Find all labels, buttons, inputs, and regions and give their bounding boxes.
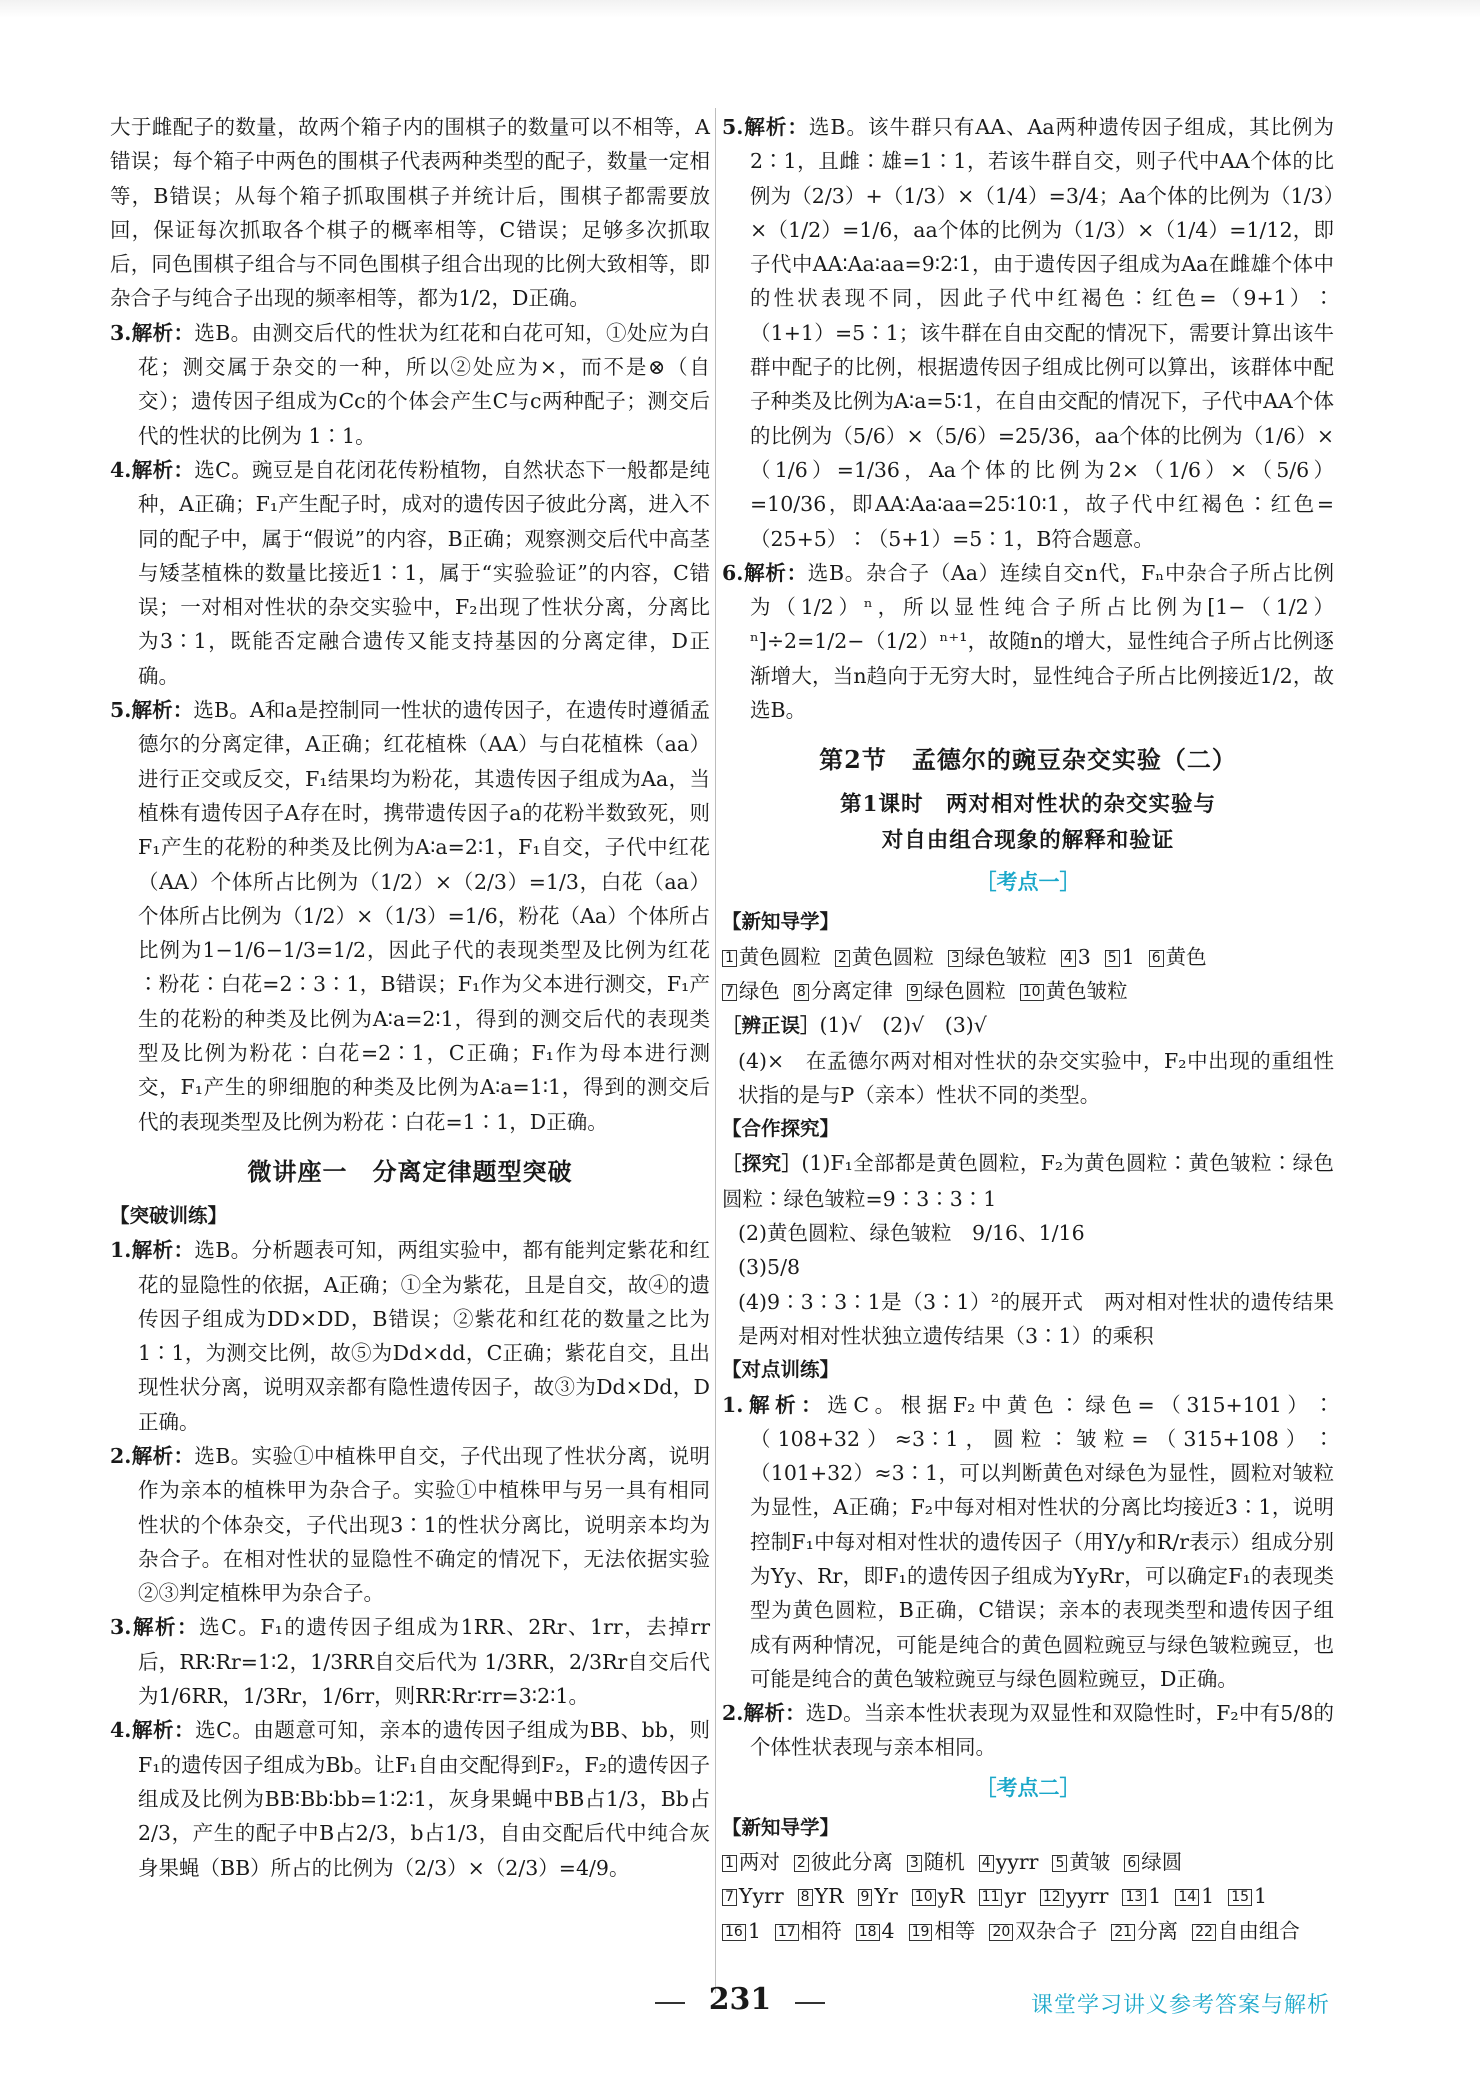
blank-text: yR xyxy=(937,1884,965,1909)
blank-answer xyxy=(1040,1884,1109,1908)
answer-number: 1. xyxy=(722,1392,744,1417)
answer-head: 解析： xyxy=(131,1443,195,1468)
tanjiu-line xyxy=(722,1285,1334,1354)
tanjiu-text: (4)9∶3∶3∶1是（3∶1）²的展开式 两对相对性状的遗传结果是两对相对性状独立遗传结果（3∶1）的乘积 xyxy=(738,1289,1334,1348)
answer-text: 选B。杂合子（Aa）连续自交n代，Fₙ中杂合子所占比例为（1/2）ⁿ，所以显性纯合子所占比例为[1−（1/2）ⁿ]÷2=1/2−（1/2）ⁿ⁺¹，故随n的增大，显性纯合子所占比例逐渐增大，当n趋向于无穷大时，显性纯合子所占比例接近1/2，故选B。 xyxy=(750,560,1334,723)
blank-number: 12 xyxy=(1040,1889,1064,1906)
blank-number: 5 xyxy=(1105,950,1120,967)
tanjiu-line xyxy=(722,1250,1334,1284)
blank-answer xyxy=(835,945,934,969)
blank-text: 自由组合 xyxy=(1217,1918,1300,1943)
footer-title: 课堂学习讲义参考答案与解析 xyxy=(1030,1993,1330,2018)
blank-number: 7 xyxy=(722,1889,737,1906)
blank-number: 19 xyxy=(909,1924,933,1941)
left-answers xyxy=(110,110,710,1139)
right-column xyxy=(722,110,1334,1948)
blank-text: 绿色圆粒 xyxy=(923,978,1006,1003)
blank-answer xyxy=(794,979,893,1003)
blank-text: 彼此分离 xyxy=(810,1850,893,1875)
blank-number: 20 xyxy=(989,1924,1013,1941)
blank-number: 3 xyxy=(948,950,963,967)
blank-text: 相符 xyxy=(800,1918,842,1943)
blank-text: 分离定律 xyxy=(810,978,893,1003)
blank-number: 6 xyxy=(1124,1855,1139,1872)
answer-text: 选D。当亲本性状表现为双显性和双隐性时，F₂中有5/8的个体性状表现与亲本相同。 xyxy=(750,1701,1334,1760)
blank-text: 1 xyxy=(1148,1884,1162,1909)
blank-answer xyxy=(1105,945,1135,969)
section-title: 第2节 孟德尔的豌豆杂交实验（二） xyxy=(819,745,1237,775)
blank-answer xyxy=(948,945,1047,969)
blank-text: 黄色 xyxy=(1165,944,1207,969)
blank-answer xyxy=(722,1884,784,1908)
tanjiu-block xyxy=(722,1146,1334,1353)
page-top-shade xyxy=(0,0,1480,18)
blank-number: 2 xyxy=(835,950,850,967)
answer-number: 4. xyxy=(110,457,132,482)
blank-number: 3 xyxy=(907,1855,922,1872)
answer-text: 选B。由测交后代的性状为红花和白花可知，①处应为白花；测交属于杂交的一种，所以②处应为×，而不是⊗（自交）；遗传因子组成为Cc的个体会产生C与c两种配子；测交后代的性状的比例为 1∶1。 xyxy=(138,320,710,448)
blank-text: Yr xyxy=(874,1884,898,1909)
answer-text: 选B。实验①中植株甲自交，子代出现了性状分离，说明作为亲本的植株甲为杂合子。实验①中植株甲与另一具有相同性状的个体杂交，子代出现3∶1的性状分离比，说明亲本均为杂合子。在相对性状的显隐性不确定的情况下，无法依据实验②③判定植株甲为杂合子。 xyxy=(138,1443,710,1606)
blank-text: yr xyxy=(1004,1884,1026,1909)
answer-text: 选B。该牛群只有AA、Aa两种遗传因子组成，其比例为2∶1，且雌∶雄=1∶1，若该牛群自交，则子代中AA个体的比例为（2/3）+（1/3）×（1/4）=3/4；Aa个体的比例为（1/3）×（1/2）=1/6，aa个体的比例为（1/3）×（1/4）=1/12，即子代中AA∶Aa∶aa=9∶2∶1，由于遗传因子组成为Aa在雌雄个体中的性状表现不同，因此子代中红褐色∶红色=（9+1）∶（1+1）=5∶1；该牛群在自由交配的情况下，需要计算出该牛群中配子的比例，根据遗传因子组成比例可以算出，该群体中配子种类及比例为A∶a=5∶1，在自由交配的情况下，子代中AA个体的比例为（5/6）×（5/6）=25/36，aa个体的比例为（1/6）×（1/6）=1/36，Aa个体的比例为2×（1/6）×（5/6）=10/36，即AA∶Aa∶aa=25∶10∶1，故子代中红褐色∶红色=（25+5）∶（5+1）=5∶1，B符合题意。 xyxy=(750,115,1334,551)
blank-text: 1 xyxy=(747,1918,761,1943)
blank-number: 8 xyxy=(794,984,809,1001)
page-number: 231 xyxy=(708,1982,772,2017)
blank-answer xyxy=(722,945,821,969)
blank-number: 4 xyxy=(979,1855,994,1872)
blank-answer xyxy=(1020,979,1128,1003)
answer-head: 解析： xyxy=(131,457,195,482)
column-divider xyxy=(715,108,716,1993)
tupo-tag: 【突破训练】 xyxy=(110,1203,228,1227)
blank-text: 双杂合子 xyxy=(1015,1918,1098,1943)
xinzhi-tag: 【新知导学】 xyxy=(722,910,840,934)
blank-answer xyxy=(858,1884,898,1908)
blank-number: 11 xyxy=(979,1889,1003,1906)
blank-answer xyxy=(979,1850,1039,1874)
blank-answer xyxy=(856,1919,895,1943)
answer-number: 2. xyxy=(110,1443,132,1468)
blank-answer xyxy=(798,1884,844,1908)
answer-text: 选C。由题意可知，亲本的遗传因子组成为BB、bb，则F₁的遗传因子组成为Bb。让F₁自由交配得到F₂，F₂的遗传因子组成及比例为BB∶Bb∶bb=1∶2∶1，灰身果蝇中BB占1/3，Bb占2/3，产生的配子中B占2/3，b占1/3，自由交配后代中纯合灰身果蝇（BB）所占的比例为（2/3）×（2/3）=4/9。 xyxy=(138,1718,710,1880)
blank-answer xyxy=(907,1850,965,1874)
blank-answer xyxy=(1192,1919,1300,1943)
blank-answer xyxy=(794,1850,893,1874)
xinzhi1-line2 xyxy=(722,974,1334,1008)
answer-head: 解析： xyxy=(131,1718,196,1743)
answer-number: 4. xyxy=(110,1718,132,1743)
blank-answer xyxy=(979,1884,1026,1908)
blank-number: 22 xyxy=(1192,1924,1216,1941)
tanjiu-text: (2)黄色圆粒、绿色皱粒 9/16、1/16 xyxy=(738,1221,1085,1246)
answer-item xyxy=(110,110,710,316)
blank-answer xyxy=(1122,1884,1161,1908)
answer-number: 3. xyxy=(110,1615,132,1640)
blank-answer xyxy=(722,1850,780,1874)
right-answers-2 xyxy=(722,1388,1334,1765)
answer-number: 1. xyxy=(110,1238,132,1263)
blank-text: 1 xyxy=(1254,1884,1268,1909)
answer-number: 3. xyxy=(110,320,132,345)
lecture-title: 微讲座一 分离定律题型突破 xyxy=(247,1156,573,1186)
blank-answer xyxy=(912,1884,965,1908)
blank-answer xyxy=(1124,1850,1182,1874)
blank-text: 绿色 xyxy=(738,978,780,1003)
blank-text: 4 xyxy=(881,1918,895,1943)
answer-head: 解析： xyxy=(743,115,809,139)
tanjiu-tag: ［探究］ xyxy=(722,1152,802,1176)
blank-number: 2 xyxy=(794,1855,809,1872)
blank-text: 黄色圆粒 xyxy=(851,944,934,969)
blank-answer xyxy=(907,979,1006,1003)
blank-number: 7 xyxy=(722,984,737,1001)
blank-text: 黄色圆粒 xyxy=(738,944,821,969)
answer-number: 5. xyxy=(722,115,744,139)
tanjiu-line xyxy=(722,1216,1334,1250)
answer-text: 选B。A和a是控制同一性状的遗传因子，在遗传时遵循孟德尔的分离定律，A正确；红花植株（AA）与白花植株（aa）进行正交或反交，F₁结果均为粉花，其遗传因子组成为Aa，当植株有遗传因子A存在时，携带遗传因子a的花粉半数致死，则F₁产生的花粉的种类及比例为A∶a=2∶1，F₁自交，子代中红花（AA）个体所占比例为（1/2）×（2/3）=1/3，白花（aa）个体所占比例为（1/2）×（1/3）=1/6，粉花（Aa）个体所占比例为1−1/6−1/3=1/2，因此子代的表现类型及比例为红花∶粉花∶白花=2∶3∶1，B错误；F₁作为父本进行测交，F₁产生的花粉的种类及比例为A∶a=2∶1，得到的测交后代的表现类型及比例为粉花∶白花=2∶1，C正确；F₁作为母本进行测交，F₁产生的卵细胞的种类及比例为A∶a=1∶1，得到的测交后代的表现类型及比例为粉花∶白花=1∶1，D正确。 xyxy=(138,698,710,1134)
answer-item xyxy=(110,693,710,1139)
answer-item xyxy=(110,316,710,453)
blank-number: 4 xyxy=(1061,950,1076,967)
blank-text: 1 xyxy=(1121,944,1135,969)
answer-text: 选B。分析题表可知，两组实验中，都有能判定紫花和红花的显隐性的依据，A正确；①全为紫花，且是自交，故④的遗传因子组成为DD×DD，B错误；②紫花和红花的数量之比为1∶1，为测交比例，故⑤为Dd×dd，C正确；紫花自交，且出现性状分离，说明双亲都有隐性遗传因子，故③为Dd×Dd，D正确。 xyxy=(138,1238,710,1434)
tanjiu-line xyxy=(722,1146,1334,1216)
answer-number: 6. xyxy=(722,560,744,585)
xinzhi2-line3 xyxy=(722,1914,1334,1948)
duidian-tag: 【对点训练】 xyxy=(722,1358,840,1382)
blank-number: 1 xyxy=(722,950,737,967)
lesson-title-1: 第1课时 两对相对性状的杂交实验与 xyxy=(840,792,1216,818)
answer-text: 选C。根据F₂中黄色∶绿色=（315+101）∶（108+32）≈3∶1，圆粒∶皱粒=（315+108）∶（101+32）≈3∶1，可以判断黄色对绿色为显性，圆粒对皱粒为显性，A正确；F₂中每对相对性状的分离比均接近3∶1，说明控制F₁中每对相对性状的遗传因子（用Y/y和R/r表示）组成分别为Yy、Rr，即F₁的遗传因子组成为YyRr，可以确定F₁的表现类型为黄色圆粒，B正确，C错误；亲本的表现类型和遗传因子组成有两种情况，可能是纯合的黄色圆粒豌豆与绿色皱粒豌豆，也可能是纯合的黄色皱粒豌豆与绿色圆粒豌豆，D正确。 xyxy=(750,1392,1334,1691)
right-answers xyxy=(722,110,1334,727)
blank-number: 1 xyxy=(722,1855,737,1872)
xinzhi1-line1 xyxy=(722,940,1334,974)
answer-number: 2. xyxy=(722,1701,744,1726)
answer-item xyxy=(722,110,1334,556)
blank-text: 两对 xyxy=(738,1850,780,1875)
blank-answer xyxy=(909,1919,976,1943)
xinzhi2-line1 xyxy=(722,1845,1334,1879)
answer-text: 大于雌配子的数量，故两个箱子内的围棋子的数量可以不相等，A错误；每个箱子中两色的围棋子代表两种类型的配子，数量一定相等，B错误；从每个箱子抓取围棋子并统计后，围棋子都需要放回，保证每次抓取各个棋子的概率相等，C错误；足够多次抓取后，同色围棋子组合与不同色围棋子组合出现的比例大致相等，即杂合子与纯合子出现的频率相等，都为1/2，D正确。 xyxy=(110,115,710,311)
blank-answer xyxy=(1228,1884,1267,1908)
blank-text: 黄色皱粒 xyxy=(1045,978,1128,1003)
blank-number: 9 xyxy=(907,984,922,1001)
blank-number: 8 xyxy=(798,1889,813,1906)
blank-text: 随机 xyxy=(923,1850,965,1875)
blank-number: 18 xyxy=(856,1924,880,1941)
answer-number: 5. xyxy=(110,698,132,723)
left-answers-2 xyxy=(110,1233,710,1885)
footer-dash-right xyxy=(795,2002,825,2004)
answer-item xyxy=(110,1610,710,1713)
blank-number: 15 xyxy=(1228,1889,1252,1906)
blank-answer xyxy=(1111,1919,1178,1943)
blank-answer xyxy=(989,1919,1097,1943)
blank-text: yyrr xyxy=(1065,1884,1109,1909)
answer-item xyxy=(110,453,710,693)
blank-text: 绿圆 xyxy=(1141,1850,1183,1875)
blank-answer xyxy=(1149,945,1207,969)
answer-item xyxy=(722,1388,1334,1697)
blank-number: 9 xyxy=(858,1889,873,1906)
kaodian-two: ［考点二］ xyxy=(975,1774,1081,1800)
blank-number: 21 xyxy=(1111,1924,1135,1941)
blank-answer xyxy=(1175,1884,1214,1908)
blank-number: 13 xyxy=(1122,1889,1146,1906)
blank-text: 黄皱 xyxy=(1069,1850,1111,1875)
blank-answer xyxy=(722,1919,761,1943)
answer-item xyxy=(110,1233,710,1439)
blank-text: 3 xyxy=(1077,944,1091,969)
tanjiu-text: (1)F₁全部都是黄色圆粒，F₂为黄色圆粒∶黄色皱粒∶绿色圆粒∶绿色皱粒=9∶3∶3∶1 xyxy=(722,1151,1334,1211)
answer-item xyxy=(722,1696,1334,1765)
answer-head: 解析： xyxy=(131,698,194,723)
left-column xyxy=(110,110,710,1885)
blank-number: 10 xyxy=(1020,984,1044,1001)
bianzheng-line1: ［辨正误］(1)√ (2)√ (3)√ xyxy=(722,1013,987,1038)
answer-item xyxy=(722,556,1334,727)
blank-text: 相等 xyxy=(934,1918,976,1943)
xinzhi2-line2 xyxy=(722,1879,1334,1913)
answer-head: 解析： xyxy=(131,1615,200,1640)
blank-number: 17 xyxy=(775,1924,799,1941)
kaodian-one: ［考点一］ xyxy=(975,869,1081,895)
blank-answer xyxy=(1052,1850,1110,1874)
blank-number: 5 xyxy=(1052,1855,1067,1872)
answer-text: 选C。F₁的遗传因子组成为1RR、2Rr、1rr，去掉rr后，RR∶Rr=1∶2，1/3RR自交后代为 1/3RR，2/3Rr自交后代为1/6RR，1/3Rr，1/6rr，则RR∶Rr∶rr=3∶2∶1。 xyxy=(138,1615,710,1709)
blank-answer xyxy=(1061,945,1091,969)
lesson-title-2: 对自由组合现象的解释和验证 xyxy=(881,828,1175,854)
answer-head: 解析： xyxy=(131,1238,195,1263)
blank-number: 10 xyxy=(912,1889,936,1906)
blank-text: 分离 xyxy=(1137,1918,1179,1943)
bianzheng-line2: (4)× 在孟德尔两对相对性状的杂交实验中，F₂中出现的重组性状指的是与P（亲本）性状不同的类型。 xyxy=(738,1048,1334,1107)
answer-item xyxy=(110,1439,710,1610)
blank-text: Yyrr xyxy=(738,1884,784,1909)
blank-number: 6 xyxy=(1149,950,1164,967)
blank-text: yyrr xyxy=(995,1850,1039,1875)
answer-text: 选C。豌豆是自花闭花传粉植物，自然状态下一般都是纯种，A正确；F₁产生配子时，成对的遗传因子彼此分离，进入不同的配子中，属于“假说”的内容，B正确；观察测交后代中高茎与矮茎植株的数量比接近1∶1，属于“实验验证”的内容，C错误；一对相对性状的杂交实验中，F₂出现了性状分离，分离比为3∶1，既能否定融合遗传又能支持基因的分离定律，D正确。 xyxy=(138,457,710,688)
blank-number: 14 xyxy=(1175,1889,1199,1906)
answer-head: 解析： xyxy=(743,1392,828,1417)
blank-text: YR xyxy=(814,1884,844,1909)
tanjiu-text: (3)5/8 xyxy=(738,1255,801,1280)
blank-text: 绿色皱粒 xyxy=(964,944,1047,969)
blank-answer xyxy=(722,979,780,1003)
blank-answer xyxy=(775,1919,842,1943)
answer-head: 解析： xyxy=(131,320,195,345)
blank-number: 16 xyxy=(722,1924,746,1941)
xinzhi2-tag: 【新知导学】 xyxy=(722,1815,840,1839)
answer-head: 解析： xyxy=(743,560,808,585)
answer-item xyxy=(110,1713,710,1884)
answer-head: 解析： xyxy=(743,1701,806,1726)
blank-text: 1 xyxy=(1201,1884,1215,1909)
hezuo-tag: 【合作探究】 xyxy=(722,1117,840,1141)
